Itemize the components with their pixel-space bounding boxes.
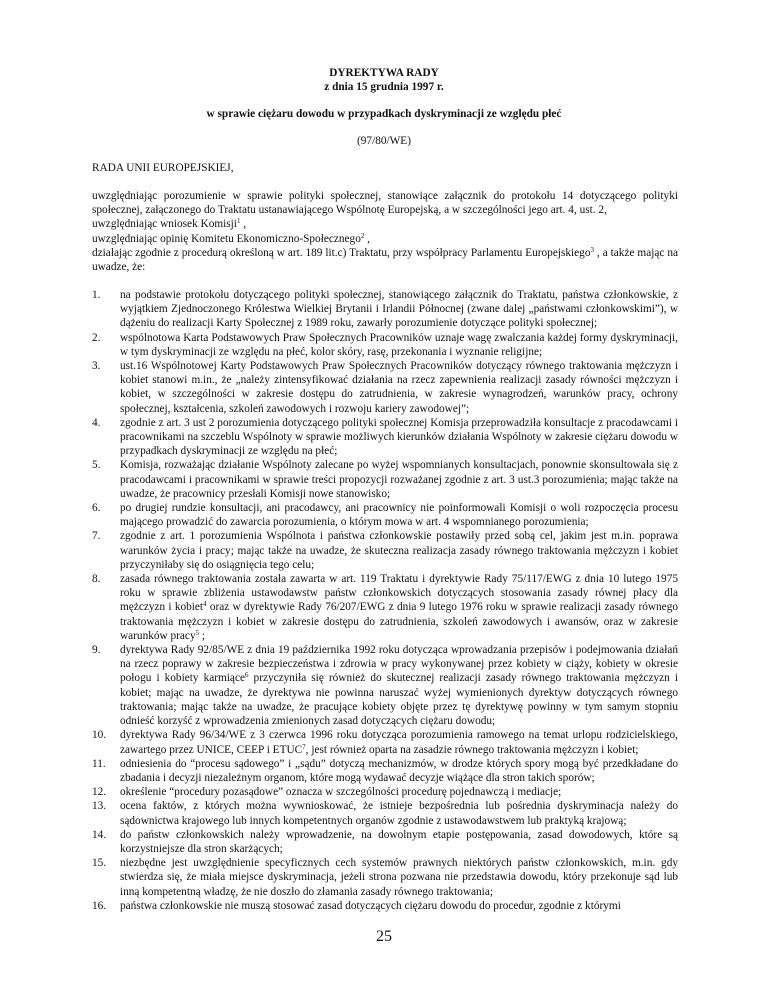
recital-number: 13.	[92, 800, 107, 813]
recital-number: 8.	[92, 573, 101, 586]
recital-text: zgodnie z art. 1 porozumienia Wspólnota i państwa członkowskie postawiły przed sobą cel, jakim jest m.in. poprawa warunków życia i pracy; mając także na uwadze, że skuteczna realizacja zasady równego traktowania mężczyzn i kobiet przyczyniłaby się do osiągnięcia tego celu;	[120, 530, 678, 571]
recital-text: po drugiej rundzie konsultacji, ani pracodawcy, ani pracownicy nie poinformowali Komisji o woli rozpoczęcia procesu mającego prowadzić do zawarcia porozumienia, o którym mowa w art. 4 wspomnianego porozumienia;	[120, 502, 678, 529]
recital-text-cont: przyczyniła się również do skutecznej realizacji zasady równego traktowania mężczyzn i kobiet; mając na uwadze, że dyrektywa nie powinna naruszać wyżej wymienionych dyrektyw dotyczących równego traktowania; mając także na uwadze, że pracujące kobiety objęte przez tę dyrektywę powinny w tym samym stopniu odnieść korzyść z wprowadzenia zmienionych zasad dotyczących ciężaru dowodu;	[120, 672, 678, 728]
recital-number: 16.	[92, 899, 107, 912]
recital-item	[92, 899, 678, 913]
intro-paragraph-4-end: , a także mając na uwadze, że:	[92, 246, 679, 274]
preamble-intro	[92, 189, 678, 274]
recital-number: 2.	[92, 331, 101, 344]
recital-text-end: ;	[199, 629, 206, 642]
directive-reference: (97/80/WE)	[357, 135, 411, 147]
recital-text: ust.16 Wspólnotowej Karty Podstawowych Praw Społecznych Pracowników dotyczący równego traktowania mężczyzn i kobiet stanowi m.in., że „należy zintensyfikować działania na rzecz zapewnienia realizacji zasady równości mężczyzn i kobiet, w szczególności w zakresie dostępu do zatrudnienia, w zakresie wynagrodzeń, warunków pracy, ochrony społecznej, kształcenia, szkoleń zawodowych i rozwoju kariery zawodowej”;	[120, 360, 678, 415]
recital-number: 4.	[92, 416, 101, 429]
recital-item	[92, 856, 678, 899]
recital-text: niezbędne jest uwzględnienie specyficznych cech systemów prawnych niektórych państw członkowskich, m.in. gdy stwierdza się, że miała miejsce dyskryminacja, jeżeli strona pozwana nie przedstawia dowodu, który przekonuje sąd lub inną kompetentną władzę, że nie doszło do złamania zasady równego traktowania;	[120, 857, 678, 898]
footnote-ref-7: 7	[302, 742, 306, 751]
directive-title: DYREKTYWA RADY	[329, 67, 439, 79]
recital-text: państwa członkowskie nie muszą stosować zasad dotyczących ciężaru dowodu do procedur, zgodnie z którymi	[120, 899, 621, 912]
council-heading: RADA UNII EUROPEJSKIEJ,	[92, 162, 234, 174]
recital-number: 6.	[92, 502, 101, 515]
intro-paragraph-2-text: uwzględniając wniosek Komisji	[92, 218, 237, 231]
recital-text: Komisja, rozważając działanie Wspólnoty zalecane po wyżej wspomnianych konsultacjach, ponownie skonsultowała się z pracodawcami i pracownikami w sprawie treści propozycji rozważanej zgodnie z art. 3 ust.3 porozumienia; mając także na uwadze, że pracownicy przesłali Komisji nowe stanowisko;	[120, 459, 678, 500]
recital-text: wspólnotowa Karta Podstawowych Praw Społecznych Pracowników uznaje wagę zwalczania każdej formy dyskryminacji, w tym dyskryminacji ze względu na płeć, kolor skóry, rasę, przekonania i wyznanie religijne;	[120, 331, 678, 358]
intro-paragraph-1: uwzględniając porozumienie w sprawie polityki społecznej, stanowiące załącznik do protokołu 14 dotyczącego polityki społecznej, załączonego do Traktatu ustanawiającego Wspólnotę Europejską, a w szczególności jego art. 4, ust. 2,	[92, 190, 678, 217]
recital-text: do państw członkowskich należy wprowadzenie, na dowolnym etapie postępowania, zasad dowodowych, które są korzystniejsze dla stron skarżących;	[120, 828, 678, 855]
recital-text: ocena faktów, z których można wywnioskować, że istnieje bezpośrednia lub pośrednia dyskryminacja należy do sądownictwa krajowego lub innych kompetentnych organów zgodnie z ustawodawstwem lub praktyką krajową;	[120, 800, 678, 827]
directive-date: z dnia 15 grudnia 1997 r.	[324, 81, 444, 93]
recital-item	[92, 529, 678, 572]
recital-item	[92, 785, 678, 799]
recital-item	[92, 799, 678, 827]
intro-paragraph-3-end: ,	[364, 232, 371, 245]
intro-paragraph-2-end: ,	[240, 218, 247, 231]
footnote-ref-5: 5	[195, 628, 200, 637]
recital-item	[92, 501, 678, 529]
recital-number: 3.	[92, 360, 101, 373]
intro-paragraph-2	[92, 217, 678, 231]
recital-item	[92, 757, 678, 785]
recital-number: 7.	[92, 530, 101, 543]
recital-number: 15.	[92, 857, 107, 870]
footnote-ref-1: 1	[236, 217, 241, 226]
directive-subject: w sprawie ciężaru dowodu w przypadkach dyskryminacji ze względu płeć	[206, 108, 562, 120]
recital-number: 5.	[92, 459, 101, 472]
intro-paragraph-3	[92, 232, 678, 246]
recital-item	[92, 288, 678, 331]
footnote-ref-6: 6	[244, 671, 249, 680]
recital-text-cont: oraz w dyrektywie Rady 76/207/EWG z dnia 9 lutego 1976 roku w sprawie realizacji zasady równego traktowania mężczyzn i kobiet w zakresie dostępu do zatrudnienia, szkoleń zawodowych i awansów, oraz w zakresie warunków pracy	[120, 601, 678, 642]
recital-number: 9.	[92, 644, 101, 657]
recital-item	[92, 331, 678, 359]
recital-item	[92, 572, 678, 643]
intro-paragraph-4	[92, 246, 678, 274]
recital-number: 14.	[92, 828, 107, 841]
recital-text: określenie “procedury pozasądowe” oznacza w szczególności procedurę pojednawczą i mediacje;	[120, 786, 562, 799]
recital-item	[92, 458, 678, 501]
recital-text: zgodnie z art. 3 ust 2 porozumienia dotyczącego polityki społecznej Komisja przeprowadziła konsultacje z pracodawcami i pracownikami na szczeblu Wspólnoty w sprawie możliwych kierunków działania Wspólnoty w zakresie ciężaru dowodu w przypadkach dyskryminacji ze względu na płeć;	[120, 416, 678, 458]
recital-number: 10.	[92, 729, 107, 742]
recital-item	[92, 728, 678, 756]
recital-text: dyrektywa Rady 96/34/WE z 3 czerwca 1996 roku dotycząca porozumienia ramowego na temat urlopu rodzicielskiego, zawartego przez UNICE, CEEP i ETUC	[120, 729, 678, 756]
footnote-ref-3: 3	[590, 245, 594, 254]
recital-item	[92, 828, 678, 856]
intro-paragraph-3-text: uwzględniając opinię Komitetu Ekonomiczno-Społecznego	[92, 232, 361, 245]
intro-paragraph-4-text: działając zgodnie z procedurą określoną w art. 189 lit.c) Traktatu, przy współpracy Parlamentu Europejskiego	[92, 246, 591, 259]
recitals-list	[92, 288, 678, 913]
recital-text: zasada równego traktowania została zawarta w art. 119 Traktatu i dyrektywie Rady 75/117/EWG z dnia 10 lutego 1975 roku w sprawie zbliżenia ustawodawstw państw członkowskich dotyczących stosowania zasady równej płacy dla mężczyzn i kobiet	[120, 573, 678, 614]
recital-text: na podstawie protokołu dotyczącego polityki społecznej, stanowiącego załącznik do Traktatu, państwa członkowskie, z wyjątkiem Zjednoczonego Królestwa Wielkiej Brytanii i Irlandii Północnej (zwane dalej „państwami członkowskimi”), w dążeniu do realizacji Karty Społecznej z 1989 roku, zawarły porozumienie dotyczące polityki społecznej;	[120, 289, 678, 330]
recital-number: 1.	[92, 289, 101, 301]
recital-number: 11.	[92, 757, 106, 770]
recital-text-cont: , jest również oparta na zasadzie równego traktowania mężczyzn i kobiet;	[305, 743, 639, 756]
page-number: 25	[376, 928, 392, 945]
recital-item	[92, 643, 678, 728]
recital-item	[92, 359, 678, 416]
recital-text: dyrektywa Rady 92/85/WE z dnia 19 października 1992 roku dotycząca wprowadzania przepisów i podejmowania działań na rzecz poprawy w zakresie bezpieczeństwa i zdrowia w pracy wykonywanej przez kobiety w ciąży, kobiety w okresie połogu i kobiety karmiące	[120, 644, 678, 685]
recital-text: odniesienia do “procesu sądowego” i „sądu” dotyczą mechanizmów, w drodze których spory mogą być przedkładane do zbadania i decyzji niezależnym organom, które mogą wydawać decyzje wiążące dla stron takich sporów;	[120, 757, 678, 784]
recital-number: 12.	[92, 786, 107, 799]
recital-item	[92, 416, 678, 459]
footnote-ref-2: 2	[360, 231, 365, 240]
footnote-ref-4: 4	[203, 600, 207, 609]
